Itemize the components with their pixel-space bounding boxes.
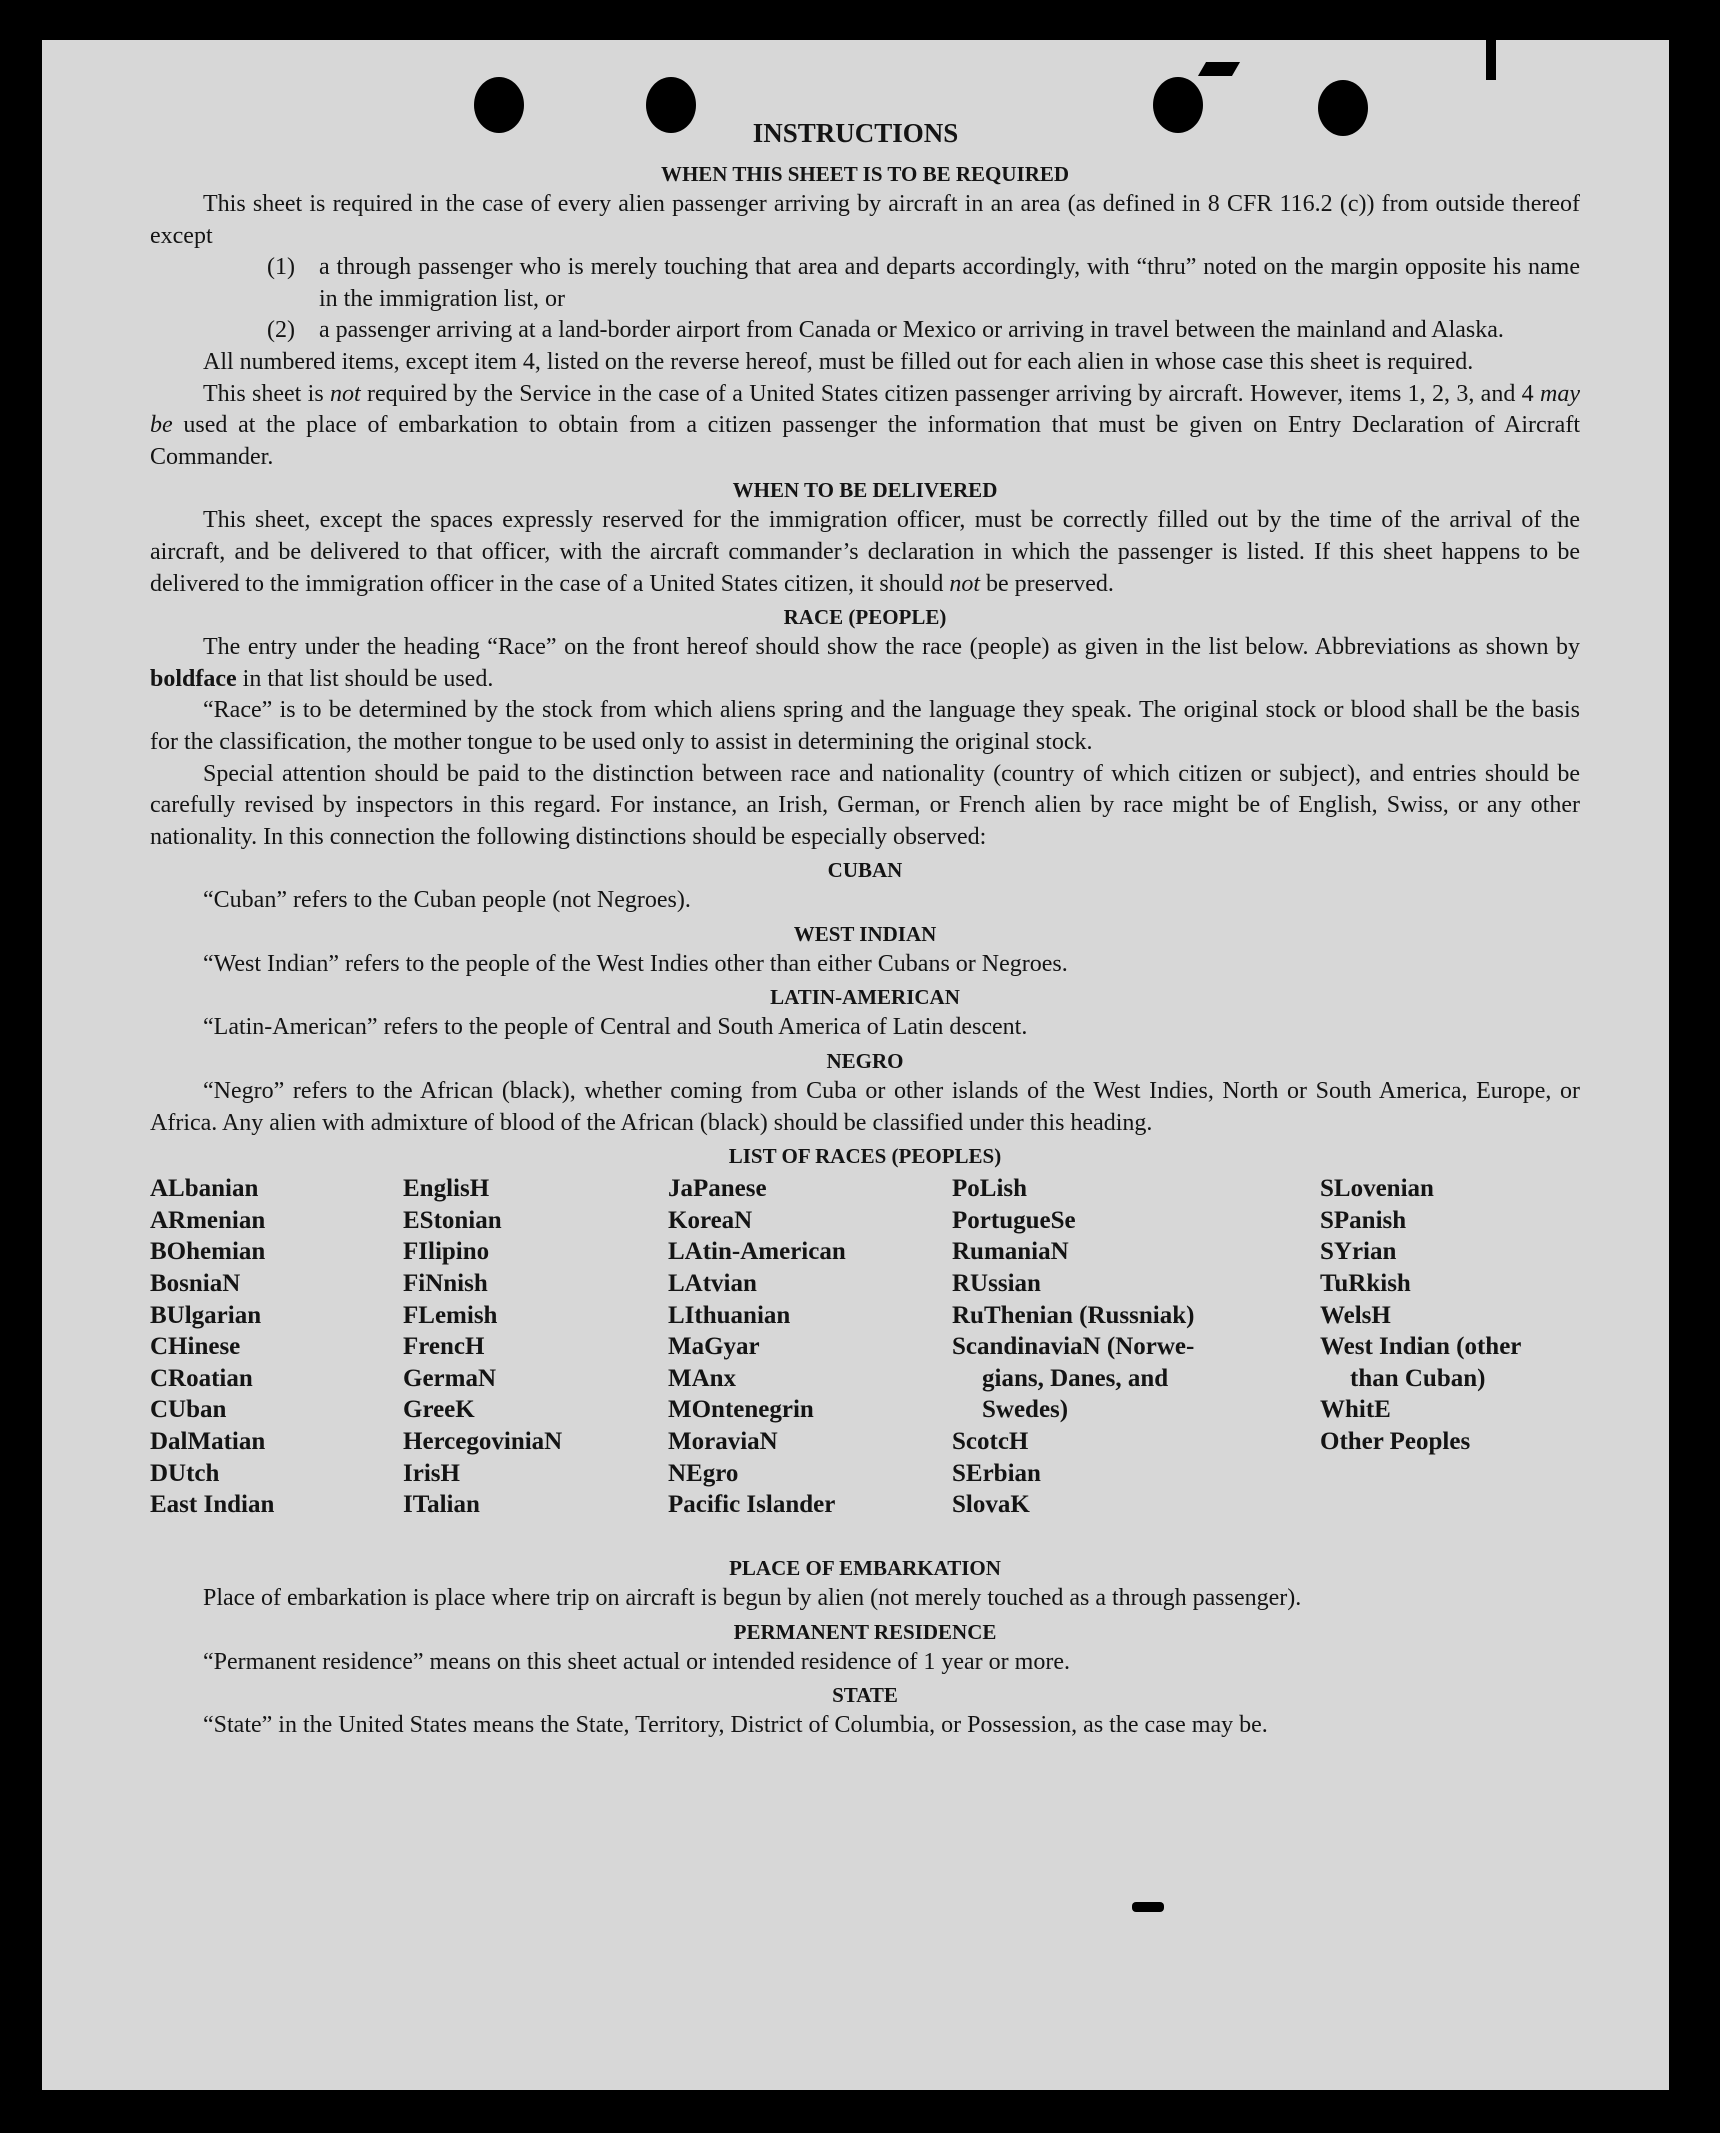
race-entry: SLovenian	[1320, 1175, 1434, 1203]
race-entry: gians, Danes, and	[982, 1364, 1169, 1392]
race-entry: TuRkish	[1320, 1270, 1411, 1298]
section-heading: PLACE OF EMBARKATION	[729, 1556, 1001, 1581]
section-heading: WHEN TO BE DELIVERED	[732, 478, 998, 503]
ink-mark	[1198, 62, 1240, 76]
section-heading: WEST INDIAN	[793, 921, 937, 946]
race-entry: ScotcH	[952, 1428, 1029, 1455]
race-entry: CUban	[150, 1396, 227, 1424]
paragraph: “Cuban” refers to the Cuban people (not Negroes).	[203, 887, 691, 914]
paragraph: “Race” is to be determined by the stock from which aliens spring and the language they speak. The original stock or blood shall be the basis for the classification, the mother tongue to be used only to assist in determining the original stock.	[150, 697, 1580, 755]
list-item	[150, 252, 1580, 315]
race-entry: MoraviaN	[668, 1428, 778, 1455]
race-entry: SPanish	[1320, 1206, 1407, 1234]
item-text: a through passenger who is merely touching that area and departs accordingly, with “thru” noted on the margin opposite his name in the immigration list, or	[319, 254, 1580, 312]
page-title: INSTRUCTIONS	[752, 118, 959, 148]
section-heading: STATE	[832, 1683, 898, 1708]
race-entry: RumaniaN	[952, 1238, 1069, 1266]
race-entry: than Cuban)	[1350, 1364, 1486, 1392]
race-entry: LAtin-American	[668, 1238, 846, 1266]
race-entry: ARmenian	[150, 1206, 266, 1234]
paragraph: This sheet is required in the case of every alien passenger arriving by aircraft in an area (as defined in 8 CFR 116.2 (c)) from outside thereof except	[150, 191, 1580, 249]
race-entry: FiNnish	[403, 1270, 488, 1298]
race-column	[668, 1173, 846, 1521]
race-entry: ITalian	[403, 1491, 480, 1519]
race-entry: KoreaN	[668, 1206, 753, 1234]
section-heading: CUBAN	[827, 858, 903, 883]
paragraph: The entry under the heading “Race” on the front hereof should show the race (people) as given in the list below. Abbreviations as shown by boldface in that list should be used.	[150, 634, 1580, 692]
race-entry: HercegoviniaN	[403, 1428, 563, 1455]
race-column	[403, 1173, 562, 1521]
item-number: (1)	[267, 254, 295, 281]
race-entry: FIlipino	[403, 1238, 490, 1266]
item-number: (2)	[267, 317, 295, 344]
section-heading: WHEN THIS SHEET IS TO BE REQUIRED	[660, 162, 1070, 186]
race-entry: BOhemian	[150, 1238, 266, 1266]
race-entry: PoLish	[952, 1175, 1028, 1203]
race-entry: East Indian	[150, 1491, 275, 1519]
race-entry: LIthuanian	[668, 1301, 791, 1329]
race-list	[150, 1173, 1580, 1551]
race-entry: DUtch	[150, 1459, 220, 1487]
race-entry: West Indian (other	[1320, 1333, 1522, 1361]
race-entry: ALbanian	[150, 1175, 259, 1203]
race-entry: IrisH	[403, 1459, 460, 1487]
paragraph: Place of embarkation is place where trip on aircraft is begun by alien (not merely touched as a through passenger).	[203, 1585, 1302, 1612]
race-entry: SYrian	[1320, 1238, 1397, 1266]
race-entry: WelsH	[1320, 1301, 1391, 1329]
race-entry: RUssian	[952, 1270, 1041, 1298]
paragraph: All numbered items, except item 4, listed on the reverse hereof, must be filled out for each alien in whose case this sheet is required.	[203, 348, 1474, 375]
race-column	[150, 1173, 274, 1521]
race-entry: PortugueSe	[952, 1206, 1076, 1234]
race-entry: MaGyar	[668, 1333, 760, 1361]
section-heading: PERMANENT RESIDENCE	[733, 1619, 997, 1644]
race-entry: MAnx	[668, 1364, 737, 1392]
paragraph: “West Indian” refers to the people of the West Indies other than either Cubans or Negroes.	[203, 950, 1068, 977]
paragraph: “Latin-American” refers to the people of Central and South America of Latin descent.	[203, 1014, 1028, 1041]
paragraph: This sheet is not required by the Service in the case of a United States citizen passenger arriving by aircraft. However, items 1, 2, 3, and 4 may be used at the place of embarkation to obtain from a citizen passenger the information that must be given on Entry Declaration of Aircraft Commander.	[150, 380, 1580, 470]
section-heading: NEGRO	[826, 1049, 904, 1074]
paragraph: “Negro” refers to the African (black), whether coming from Cuba or other islands of the West Indies, North or South America, Europe, or Africa. Any alien with admixture of blood of the African (black) should be classified under this heading.	[150, 1078, 1580, 1136]
paragraph: “State” in the United States means the State, Territory, District of Columbia, or Possession, as the case may be.	[203, 1712, 1268, 1739]
race-column	[1320, 1173, 1521, 1457]
instructions-body	[150, 157, 1580, 1742]
race-entry: EnglisH	[403, 1175, 490, 1203]
race-entry: RuThenian (Russniak)	[952, 1301, 1195, 1329]
race-entry: GermaN	[403, 1364, 497, 1392]
race-entry: Swedes)	[982, 1396, 1069, 1424]
race-entry: JaPanese	[668, 1175, 767, 1203]
race-column	[952, 1173, 1194, 1521]
ink-mark	[1486, 40, 1496, 80]
race-entry: CRoatian	[150, 1364, 253, 1392]
paragraph: This sheet, except the spaces expressly reserved for the immigration officer, must be correctly filled out by the time of the arrival of the aircraft, and be delivered to that officer, with the aircraft commander’s declaration in which the passenger is listed. If this sheet happens to be delivered to the immigration officer in the case of a United States citizen, it should not be preserved.	[150, 507, 1580, 597]
race-entry: CHinese	[150, 1333, 241, 1361]
race-entry: ScandinaviaN (Norwe-	[952, 1333, 1195, 1361]
section-heading: LIST OF RACES (PEOPLES)	[728, 1144, 1002, 1169]
section-heading: LATIN-AMERICAN	[770, 985, 960, 1010]
race-entry: BosniaN	[150, 1270, 241, 1298]
race-entry: LAtvian	[668, 1270, 757, 1298]
race-entry: SlovaK	[952, 1491, 1030, 1519]
race-entry: BUlgarian	[150, 1301, 262, 1329]
race-entry: DalMatian	[150, 1428, 266, 1455]
section-heading: RACE (PEOPLE)	[783, 605, 947, 630]
document-sheet	[42, 40, 1669, 2090]
race-entry: FrencH	[403, 1333, 485, 1361]
paragraph: “Permanent residence” means on this sheet actual or intended residence of 1 year or more.	[203, 1648, 1070, 1675]
list-item	[150, 315, 1580, 347]
race-entry: EStonian	[403, 1206, 502, 1234]
ink-mark	[1132, 1902, 1164, 1912]
race-entry: WhitE	[1320, 1396, 1391, 1424]
race-entry: Other Peoples	[1320, 1428, 1471, 1455]
paragraph: Special attention should be paid to the distinction between race and nationality (country of which citizen or subject), and entries should be carefully revised by inspectors in this regard. For instance, an Irish, German, or French alien by race might be of English, Swiss, or any other nationality. In this connection the following distinctions should be especially observed:	[150, 760, 1580, 850]
race-entry: MOntenegrin	[668, 1396, 814, 1424]
item-text: a passenger arriving at a land-border airport from Canada or Mexico or arriving in travel between the mainland and Alaska.	[319, 317, 1504, 344]
race-entry: SErbian	[952, 1459, 1041, 1487]
race-entry: GreeK	[403, 1396, 475, 1424]
race-entry: FLemish	[403, 1301, 498, 1329]
race-entry: Pacific Islander	[668, 1491, 836, 1519]
race-entry: NEgro	[668, 1459, 739, 1487]
